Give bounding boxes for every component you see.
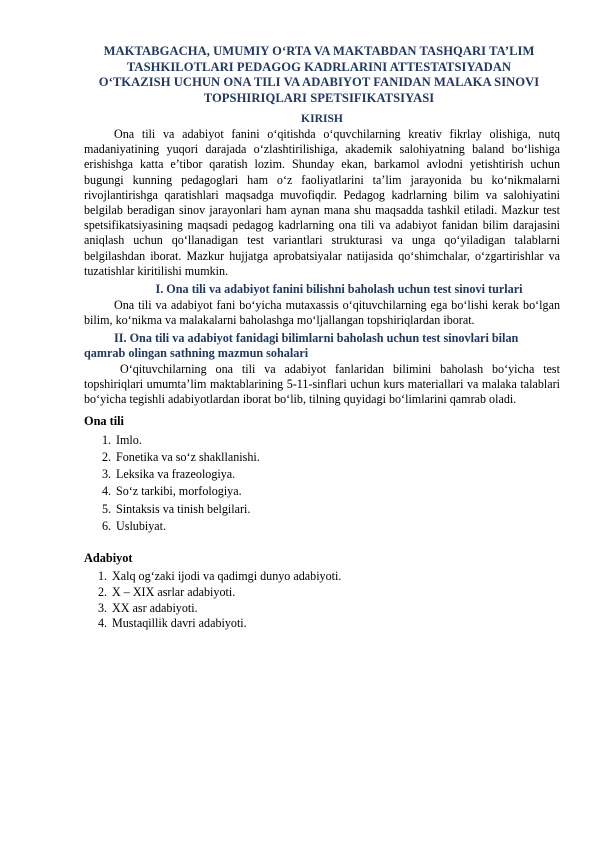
- ona-tili-list: [84, 432, 560, 536]
- ona-tili-heading: Ona tili: [84, 413, 124, 428]
- list-text: Leksika va frazeologiya.: [116, 467, 236, 482]
- list-text: So‘z tarkibi, morfologiya.: [116, 484, 242, 499]
- list-item: [84, 585, 560, 601]
- list-number: 4.: [102, 484, 112, 499]
- adabiyot-heading: Adabiyot: [84, 551, 133, 566]
- list-item: [84, 518, 560, 535]
- list-text: Uslubiyat.: [116, 519, 167, 534]
- list-number: 3.: [98, 600, 108, 615]
- adabiyot-list: [84, 569, 560, 631]
- intro-paragraph: Ona tili va adabiyot fanini o‘qitishda o‘quvchilarning kreativ fikrlay olishiga, nutq madaniyatining yuqori darajada o‘zlashtirilishiga, akademik salohiyatning baland bo‘lishiga erishishga katta e’tibor qaratish lozim. Shunday ekan, barkamol avlodni yetishtirish uchun bugungi kunning pedagoglari ham o‘z faoliyatlarini ta’lim jarayonida bu ko‘nikmalarni rivojlantirishga qaratishlari maqsadga muvofiqdir. Pedagog kadrlarning bilim va salohiyatini belgilab beradigan sinov jarayonlari ham aynan mana shu maqsadda tashkil etiladi. Mazkur test spetsifikatsiyasining maqsadi pedagog kadrlarning ona tili va adabiyot fanidan bilim darajasini aniqlash uchun qo‘llanadigan test variantlari strukturasi va unga qo‘yiladigan talablarni belgilashdan iborat. Mazkur hujjatga aprobatsiyalar natijasida qo‘shimchalar, o‘zgartirishlar va tuzatishlar kiritilishi mumkin.: [84, 127, 560, 278]
- list-number: 6.: [102, 519, 112, 534]
- intro-heading: KIRISH: [301, 112, 343, 125]
- list-number: 5.: [102, 501, 112, 516]
- list-text: Mustaqillik davri adabiyoti.: [112, 616, 247, 631]
- title-line: MAKTABGACHA, UMUMIY O‘RTA VA MAKTABDAN TASHQARI TA’LIM: [103, 44, 535, 58]
- list-item: [84, 483, 560, 500]
- list-item: [84, 601, 560, 617]
- list-number: 4.: [98, 616, 108, 631]
- list-text: Imlo.: [116, 432, 142, 447]
- title-line: O‘TKAZISH UCHUN ONA TILI VA ADABIYOT FANIDAN MALAKA SINOVI: [98, 75, 540, 89]
- list-item: [84, 449, 560, 466]
- list-number: 3.: [102, 467, 112, 482]
- list-item: [84, 501, 560, 518]
- document-title: [78, 44, 560, 106]
- section2-paragraph: O‘qituvchilarning ona tili va adabiyot fanlaridan bilimini baholash bo‘yicha test topshiriqlari umumta’lim maktablarining 5-11-sinflari uchun kurs materiallari va malaka talablari bo‘yicha tegishli adabiyotlardan iborat bo‘lib, tilning quyidagi bo‘limlarini qamrab oladi.: [84, 361, 560, 407]
- list-number: 1.: [102, 432, 112, 447]
- list-number: 2.: [98, 584, 108, 599]
- list-text: X – XIX asrlar adabiyoti.: [112, 584, 236, 599]
- list-item: [84, 616, 560, 632]
- list-item: [84, 569, 560, 585]
- list-text: XX asr adabiyoti.: [112, 600, 198, 615]
- section1-heading: I. Ona tili va adabiyot fanini bilishni baholash uchun test sinovi turlari: [155, 282, 523, 297]
- list-text: Xalq og‘zaki ijodi va qadimgi dunyo adabiyoti.: [112, 569, 342, 584]
- list-text: Fonetika va so‘z shakllanishi.: [116, 449, 260, 464]
- section2-heading: II. Ona tili va adabiyot fanidagi bilimlarni baholash uchun test sinovlari bilan qamrab olingan sathning mazmun sohalari: [84, 330, 519, 361]
- list-item: [84, 466, 560, 483]
- title-line: TOPSHIRIQLARI SPETSIFIKATSIYASI: [203, 90, 435, 105]
- list-number: 2.: [102, 449, 112, 464]
- list-item: [84, 432, 560, 449]
- list-number: 1.: [98, 569, 108, 584]
- section1-paragraph: Ona tili va adabiyot fani bo‘yicha mutaxassis o‘qituvchilarning ega bo‘lishi kerak bo‘lgan bilim, ko‘nikma va malakalarni baholashga mo‘ljallangan topshiriqlardan iborat.: [84, 297, 560, 327]
- title-line: TASHKILOTLARI PEDAGOG KADRLARINI ATTESTATSIYADAN: [126, 59, 512, 74]
- list-text: Sintaksis va tinish belgilari.: [116, 501, 251, 516]
